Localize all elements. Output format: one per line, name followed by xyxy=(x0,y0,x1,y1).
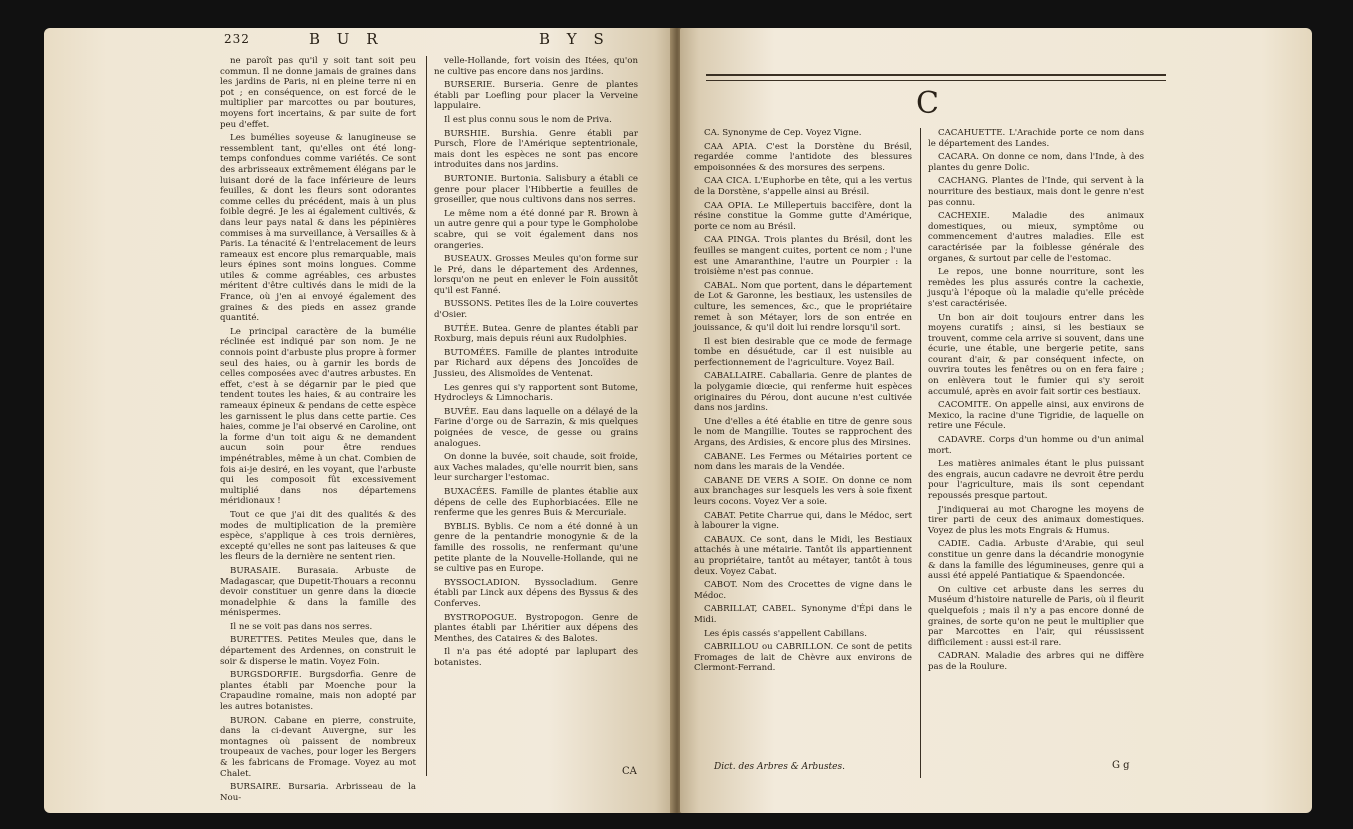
paragraph: CABANE DE VERS A SOIE. On donne ce nom aux branchages sur lesquels les vers à soie fixent leurs cocons. Voyez Ver a soie. xyxy=(694,475,912,507)
paragraph: On donne la buvée, soit chaude, soit froide, aux Vaches malades, qu'elle nourrit bien, sans leur surcharger l'estomac. xyxy=(434,452,638,484)
paragraph: CABAL. Nom que portent, dans le département de Lot & Garonne, les bestiaux, les ustensiles de culture, les semences, &c., que le propriétaire remet à son Métayer, lors de son entrée en jouissance, & qu'il doit lui rendre lorsqu'il sort. xyxy=(694,280,912,334)
paragraph: Il est bien desirable que ce mode de fermage tombe en désuétude, car il est nuisible au perfectionnement de l'agriculture. Voyez Bail. xyxy=(694,336,912,368)
paragraph: CABAUX. Ce sont, dans le Midi, les Bestiaux attachés à une métairie. Tantôt ils appartiennent au propriétaire, tantôt au métayer, tantôt à tous deux. Voyez Cabat. xyxy=(694,534,912,577)
paragraph: CADAVRE. Corps d'un homme ou d'un animal mort. xyxy=(928,435,1144,456)
paragraph: Les matières animales étant le plus puissant des engrais, aucun cadavre ne devroit être perdu pour l'agriculture, mais ils sont cependant repoussés presque partout. xyxy=(928,459,1144,501)
paragraph: BYSSOCLADION. Byssocladium. Genre établi par Linck aux dépens des Byssus & des Conferves. xyxy=(434,577,638,609)
column-rule xyxy=(426,56,427,776)
paragraph: BUXACÉES. Famille de plantes établie aux dépens de celle des Euphorbiacées. Elle ne renferme que les genres Buis & Mercuriale. xyxy=(434,486,638,519)
running-head-left: B U R xyxy=(309,30,384,48)
section-letter: C xyxy=(916,86,939,121)
paragraph: BURSERIE. Burseria. Genre de plantes établi par Loefling pour placer la Verveine lappulaire. xyxy=(434,80,638,112)
paragraph: Les épis cassés s'appellent Cabillans. xyxy=(704,628,867,639)
paragraph: CAA APIA. C'est la Dorstène du Brésil, regardée comme l'antidote des blessures empoisonnées & des morsures des serpens. xyxy=(694,141,912,173)
paragraph: CABANE. Les Fermes ou Métairies portent ce nom dans les marais de la Vendée. xyxy=(694,451,912,473)
paragraph: CACHEXIE. Maladie des animaux domestiques, ou mieux, symptôme ou commencement d'autres maladies. Elle est caractérisée par la foiblesse générale des organes, & surtout par celle de l'estomac. xyxy=(928,211,1144,264)
paragraph: Le principal caractère de la bumélie réclinée est indiqué par son nom. Je ne connois point d'arbuste plus propre à former seul des haies, ou à garnir les bords de celles composées avec d'autres arbustes. En effet, c'est à se dégarnir par le pied que tendent toutes les haies, & au contraire les rameaux épineux & pendans de cette espèce les garnissent le plus dans cette partie. Ces haies, comme je l'ai observé en Caroline, ont la forme d'un toit aigu & ne demandent aucun soin pour être rendues impénétrables, même à un chat. Combien de fois ai-je desiré, en les voyant, que l'arbuste qui les composoit fût excessivement multiplié dans nos départemens méridionaux ! xyxy=(220,326,416,507)
signature-mark: G g xyxy=(1112,760,1130,771)
left-column-1 xyxy=(220,56,416,803)
right-column-2 xyxy=(928,128,1144,768)
paragraph: CABRILLAT, CABEL. Synonyme d'Épi dans le Midi. xyxy=(694,604,912,625)
paragraph: BUVÉE. Eau dans laquelle on a délayé de la Farine d'orge ou de Sarrazin, & mis quelques poignées de vesce, de gesse ou grains analogues. xyxy=(434,406,638,449)
paragraph: BURASAIE. Burasaia. Arbuste de Madagascar, que Dupetit-Thouars a reconnu devoir constituer un genre dans la diœcie monadelphie & dans la famille des ménispermes. xyxy=(220,565,416,619)
paragraph: On cultive cet arbuste dans les serres du Muséum d'histoire naturelle de Paris, où il fleurit quelquefois ; mais il n'y a pas encore donné de graines, de sorte qu'on ne peut le multiplier que par Marcottes en l'air, qui réussissent difficilement : aussi est-il rare. xyxy=(928,584,1144,648)
paragraph: BURTONIE. Burtonia. Salisbury a établi ce genre pour placer l'Hibbertie a feuilles de groseiller, que nous cultivons dans nos serres. xyxy=(434,173,638,206)
paragraph: Un bon air doit toujours entrer dans les moyens curatifs ; ainsi, si les bestiaux se trouvent, comme cela arrive si souvent, dans une écurie, une étable, une bergerie petite, sans courant d'air, & par conséquent infecte, on ouvrira toutes les fenêtres ou on en fera faire ; on enlèvera tout le fumier qui s'y seroit accumulé, après en avoir fait sortir ces bestiaux. xyxy=(928,312,1144,397)
paragraph: Les bumélies soyeuse & lanugineuse se ressemblent tant, qu'elles ont été long-temps confondues comme variétés. Ce sont des arbrisseaux extrêmement élégans par le luisant doré de la face inférieure de leurs feuilles, & dont les fleurs sont odorantes comme celles du précédent, mais à un plus foible degré. Je les ai également cultivés, & dans leur pays natal & dans les pépinières commises à ma surveillance, à Versailles & à Paris. La ténacité & l'entrelacement de leurs rameaux est encore plus remarquable, mais leurs épines sont moins longues. Comme utiles & comme agréables, ces arbustes méritent d'être cultivés dans le midi de la France, où j'en ai envoyé également des graines & des pieds en assez grande quantité. xyxy=(220,133,416,324)
paragraph: CACHANG. Plantes de l'Inde, qui servent à la nourriture des bestiaux, mais dont le genre n'est pas connu. xyxy=(928,176,1144,208)
header-rule-bottom xyxy=(706,80,1166,81)
paragraph: BUTOMÉES. Famille de plantes introduite par Richard aux dépens des Joncoïdes de Jussieu, des Alismoïdes de Ventenat. xyxy=(434,347,638,380)
paragraph: CABOT. Nom des Crocettes de vigne dans le Médoc. xyxy=(694,580,912,601)
paragraph: BYBLIS. Byblis. Ce nom a été donné à un genre de la pentandrie monogynie & de la famille des rossolis, ne renfermant qu'une petite plante de la Nouvelle-Hollande, qui ne se cultive pas en Europe. xyxy=(434,521,638,575)
page-footer: Dict. des Arbres & Arbustes. xyxy=(714,762,845,772)
running-head-right: B Y S xyxy=(539,30,610,48)
paragraph: CADIE. Cadia. Arbuste d'Arabie, qui seul constitue un genre dans la décandrie monogynie & dans la famille des légumineuses, genre qui a aussi été appelé Pantiatique & Spaendoncée. xyxy=(928,539,1144,582)
paragraph: CACARA. On donne ce nom, dans l'Inde, à des plantes du genre Dolic. xyxy=(928,152,1144,173)
paragraph: CACOMITE. On appelle ainsi, aux environs de Mexico, la racine d'une Tigridie, de laquelle on retire une Fécule. xyxy=(928,400,1144,432)
paragraph: Il est plus connu sous le nom de Priva. xyxy=(444,114,612,125)
left-column-2 xyxy=(434,56,638,776)
paragraph: CACAHUETTE. L'Arachide porte ce nom dans le département des Landes. xyxy=(928,128,1144,149)
paragraph: CAA OPIA. Le Millepertuis baccifère, dont la résine constitue la Gomme gutte d'Amérique, porte ce nom au Brésil. xyxy=(694,200,912,232)
paragraph: BURSHIE. Burshia. Genre établi par Pursch, Flore de l'Amérique septentrionale, mais dont les espèces ne sont pas encore introduites dans nos jardins. xyxy=(434,128,638,171)
header-rule-top xyxy=(706,74,1166,76)
paragraph: CAA PINGA. Trois plantes du Brésil, dont les feuilles se mangent cuites, portent ce nom ; l'une est une Amaranthine, l'autre un Pourpier : la troisième n'est pas connue. xyxy=(694,235,912,278)
right-page xyxy=(680,28,1312,813)
paragraph: Il ne se voit pas dans nos serres. xyxy=(230,621,373,632)
paragraph: CADRAN. Maladie des arbres qui ne diffère pas de la Roulure. xyxy=(928,651,1144,672)
page-number: 232 xyxy=(224,32,250,46)
paragraph: velle-Hollande, fort voisin des Itées, qu'on ne cultive pas encore dans nos jardins. xyxy=(434,56,638,77)
paragraph: BURSAIRE. Bursaria. Arbrisseau de la Nou- xyxy=(220,782,416,803)
paragraph: Les genres qui s'y rapportent sont Butome, Hydrocleys & Limnocharis. xyxy=(434,382,638,404)
paragraph: BURGSDORFIE. Burgsdorfia. Genre de plantes établi par Moenche pour la Crapaudine romaine, mais non adopté par les autres botanistes. xyxy=(220,670,416,713)
paragraph: CABALLAIRE. Caballaria. Genre de plantes de la polygamie diœcie, qui renferme huit espèces originaires du Pérou, dont aucune n'est cultivée dans nos jardins. xyxy=(694,371,912,414)
paragraph: CABRILLOU ou CABRILLON. Ce sont de petits Fromages de lait de Chèvre aux environs de Clermont-Ferrand. xyxy=(694,642,912,674)
paragraph: BUTÉE. Butea. Genre de plantes établi par Roxburg, mais depuis réuni aux Rudolphies. xyxy=(434,323,638,345)
paragraph: BURON. Cabane en pierre, construite, dans la ci-devant Auvergne, sur les montagnes où paissent de nombreux troupeaux de vaches, pour loger les Bergers & les fabricans de Fromage. Voyez au mot Chalet. xyxy=(220,715,416,779)
paragraph: ne paroît pas qu'il y soit tant soit peu commun. Il ne donne jamais de graines dans les jardins de Paris, ni en pleine terre ni en pot ; en conséquence, on est forcé de le multiplier par marcottes ou par boutures, moyens fort incertains, & par suite de fort peu d'effet. xyxy=(220,56,416,130)
paragraph: Tout ce que j'ai dit des qualités & des modes de multiplication de la première espèce, s'applique à ces trois dernières, excepté qu'elles ne sont pas laiteuses & que les fleurs de la dernière ne sentent rien. xyxy=(220,509,416,563)
paragraph: J'indiquerai au mot Charogne les moyens de tirer parti de ceux des animaux domestiques. Voyez de plus les mots Engrais & Humus. xyxy=(928,504,1144,536)
paragraph: Il n'a pas été adopté par laplupart des botanistes. xyxy=(434,647,638,668)
paragraph: BURETTES. Petites Meules que, dans le département des Ardennes, on construit le soir & disperse le matin. Voyez Foin. xyxy=(220,635,416,667)
right-column-1 xyxy=(694,128,912,778)
paragraph: BUSSONS. Petites îles de la Loire couvertes d'Osier. xyxy=(434,299,638,321)
paragraph: CAA CICA. L'Euphorbe en tête, qui a les vertus de la Dorstène, s'appelle ainsi au Brésil. xyxy=(694,176,912,197)
paragraph: BYSTROPOGUE. Bystropogon. Genre de plantes établi par Lhéritier aux dépens des Menthes, des Cataires & des Balotes. xyxy=(434,612,638,644)
column-rule xyxy=(920,128,921,778)
paragraph: CA. Synonyme de Cep. Voyez Vigne. xyxy=(704,128,862,138)
catchword: CA xyxy=(622,766,637,777)
left-page xyxy=(44,28,674,813)
paragraph: Le repos, une bonne nourriture, sont les remèdes les plus assurés contre la cachexie, jusqu'à l'époque où la maladie qu'elle précède s'est caractérisée. xyxy=(928,267,1144,309)
paragraph: Une d'elles a été établie en titre de genre sous le nom de Mangillie. Toutes se rapprochent des Argans, des Ardisies, & encore plus des Mirsines. xyxy=(694,416,912,449)
paragraph: BUSEAUX. Grosses Meules qu'on forme sur le Pré, dans le département des Ardennes, lorsqu'on ne peut en enlever le Foin aussitôt qu'il est Fanné. xyxy=(434,254,638,296)
paragraph: Le même nom a été donné par R. Brown à un autre genre qui a pour type le Gompholobe scabre, qui se voit également dans nos orangeries. xyxy=(434,208,638,251)
paragraph: CABAT. Petite Charrue qui, dans le Médoc, sert à labourer la vigne. xyxy=(694,510,912,532)
